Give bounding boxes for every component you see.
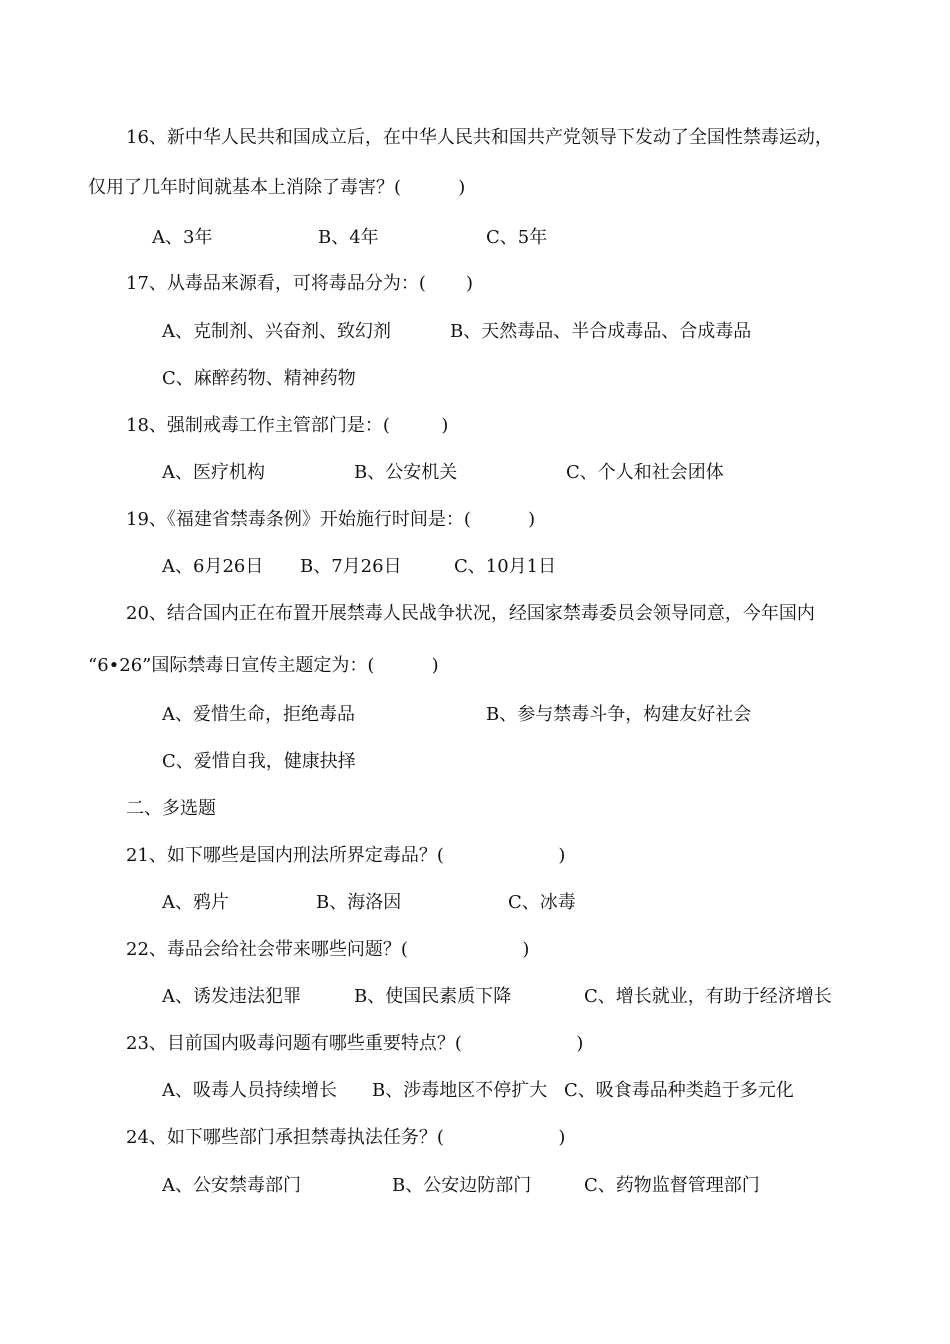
- question-19: 19、《福建省禁毒条例》开始施行时间是：( ): [126, 509, 536, 530]
- question-20-option-b: B、参与禁毒斗争，构建友好社会: [486, 704, 752, 725]
- question-16-option-b: B、4年: [318, 227, 379, 248]
- question-20-line-2: “6•26”国际禁毒日宣传主题定为：( ): [88, 655, 439, 676]
- question-23-option-c: C、吸食毒品种类趋于多元化: [564, 1080, 794, 1101]
- question-16-line-2: 仅用了几年时间就基本上消除了毒害？( ): [88, 177, 466, 198]
- question-16-option-a: A、3年: [152, 227, 213, 248]
- question-17-option-b: B、天然毒品、半合成毒品、合成毒品: [450, 321, 752, 342]
- question-23-option-a: A、吸毒人员持续增长: [162, 1080, 337, 1101]
- question-21-option-c: C、冰毒: [508, 892, 576, 913]
- question-22-option-c: C、增长就业，有助于经济增长: [584, 986, 832, 1007]
- question-22: 22、毒品会给社会带来哪些问题？( ): [126, 939, 530, 960]
- question-23-option-b: B、涉毒地区不停扩大: [372, 1080, 548, 1101]
- question-19-option-c: C、10月1日: [454, 556, 557, 577]
- question-24-option-a: A、公安禁毒部门: [162, 1175, 301, 1196]
- question-16-option-c: C、5年: [486, 227, 548, 248]
- question-17-option-c: C、麻醉药物、精神药物: [162, 368, 356, 389]
- question-24-option-b: B、公安边防部门: [392, 1175, 532, 1196]
- question-21-option-b: B、海洛因: [316, 892, 402, 913]
- question-24: 24、如下哪些部门承担禁毒执法任务？( ): [126, 1127, 566, 1148]
- question-20-option-c: C、爱惜自我，健康抉择: [162, 751, 356, 772]
- question-16-line-1: 16、新中华人民共和国成立后，在中华人民共和国共产党领导下发动了全国性禁毒运动，: [126, 127, 833, 148]
- question-20-option-a: A、爱惜生命，拒绝毒品: [162, 704, 355, 725]
- question-18-option-a: A、医疗机构: [162, 462, 265, 483]
- question-18-option-c: C、个人和社会团体: [566, 462, 724, 483]
- question-19-option-b: B、7月26日: [300, 556, 402, 577]
- section-title: 二、多选题: [126, 798, 216, 819]
- question-21-option-a: A、鸦片: [162, 892, 229, 913]
- question-19-option-a: A、6月26日: [162, 556, 264, 577]
- question-18: 18、强制戒毒工作主管部门是：( ): [126, 415, 449, 436]
- question-22-option-b: B、使国民素质下降: [354, 986, 512, 1007]
- question-17: 17、从毒品来源看，可将毒品分为：( ): [126, 273, 473, 294]
- question-22-option-a: A、诱发违法犯罪: [162, 986, 301, 1007]
- question-18-option-b: B、公安机关: [354, 462, 458, 483]
- question-21: 21、如下哪些是国内刑法所界定毒品？( ): [126, 845, 566, 866]
- question-20-line-1: 20、结合国内正在布置开展禁毒人民战争状况，经国家禁毒委员会领导同意，今年国内: [126, 603, 815, 624]
- question-24-option-c: C、药物监督管理部门: [584, 1175, 760, 1196]
- question-23: 23、目前国内吸毒问题有哪些重要特点？( ): [126, 1033, 584, 1054]
- question-17-option-a: A、克制剂、兴奋剂、致幻剂: [162, 321, 391, 342]
